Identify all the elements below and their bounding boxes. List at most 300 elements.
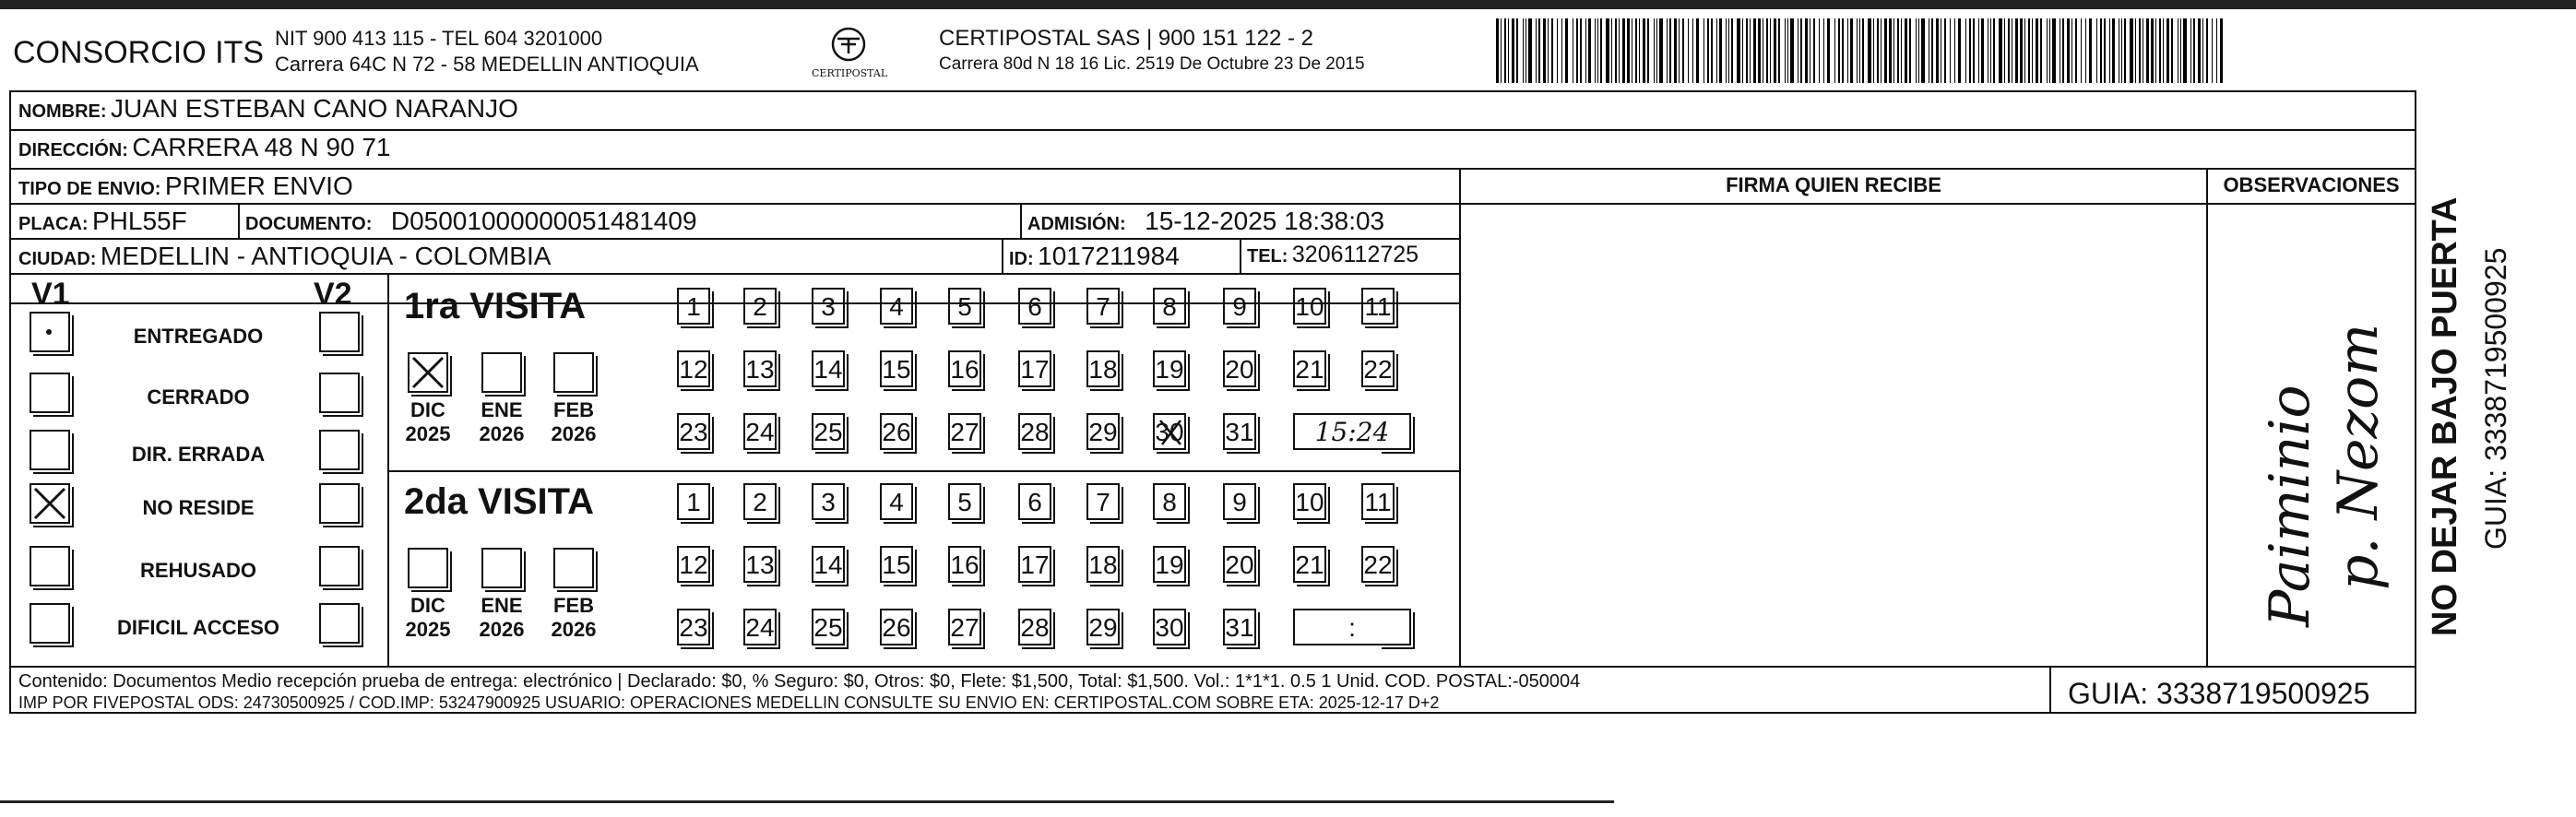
day-box[interactable]: 15 (880, 546, 913, 583)
barcode-bar (1585, 18, 1586, 83)
barcode-bar (1731, 18, 1733, 83)
carrier-nit-line: CERTIPOSTAL SAS | 900 151 122 - 2 (939, 26, 1313, 51)
barcode-bar (1516, 18, 1518, 83)
day-box[interactable]: 1 (677, 483, 710, 520)
carrier-address-line: Carrera 80d N 18 16 Lic. 2519 De Octubre 23 De 2015 (939, 54, 1365, 74)
day-box[interactable]: 27 (948, 609, 981, 645)
documento-field (245, 207, 697, 236)
x-mark-icon (31, 485, 68, 522)
month-caption (474, 398, 529, 446)
barcode-bar (1716, 18, 1717, 83)
barcode-bar (1969, 18, 1971, 83)
barcode-bar (1790, 18, 1794, 83)
barcode-bar (1978, 18, 1979, 83)
barcode-bar (1659, 18, 1663, 83)
barcode-bar (2004, 18, 2005, 83)
barcode-bar (2159, 18, 2161, 83)
status-label: DIFICIL ACCESO (116, 616, 279, 639)
v2-checkbox[interactable] (319, 312, 360, 352)
barcode-bar (1774, 18, 1776, 83)
barcode-bar (1889, 18, 1892, 83)
nombre-label: NOMBRE: (18, 101, 107, 122)
day-box[interactable]: 6 (1018, 483, 1051, 520)
day-box[interactable]: 22 (1361, 350, 1395, 387)
barcode-bar (1523, 18, 1524, 83)
firma-header: FIRMA QUIEN RECIBE (1726, 173, 1941, 196)
carrier-info (939, 26, 1365, 77)
v2-checkbox[interactable] (319, 373, 360, 413)
barcode-bar (2036, 18, 2038, 83)
barcode-bar (1639, 18, 1640, 83)
barcode-bar (2047, 18, 2048, 83)
placa-field (18, 207, 187, 236)
month-checkbox-dic[interactable] (408, 352, 448, 393)
day-box[interactable]: 20 (1223, 350, 1256, 387)
barcode-bar (1611, 18, 1612, 83)
barcode-bar (1703, 18, 1704, 83)
barcode-bar (2202, 18, 2203, 83)
barcode-bar (2166, 18, 2169, 83)
month-checkbox-dic[interactable] (408, 548, 448, 588)
v1-checkbox[interactable] (30, 430, 70, 470)
barcode-bar (1877, 18, 1879, 83)
barcode-bar (2124, 18, 2126, 83)
barcode-bar (1958, 18, 1961, 83)
day-box[interactable]: 15 (880, 350, 913, 387)
barcode-bar (2121, 18, 2122, 83)
day-box[interactable]: 11 (1361, 288, 1395, 325)
barcode-bar (1737, 18, 1740, 83)
barcode-bar (1981, 18, 1984, 83)
month-label: FEB (553, 594, 594, 617)
barcode-bar (1785, 18, 1786, 83)
barcode-bar (1688, 18, 1689, 83)
barcode-bar (2020, 18, 2023, 83)
placa-value: PHL55F (92, 207, 187, 235)
month-checkbox-feb[interactable] (553, 548, 594, 588)
barcode-bar (2085, 18, 2086, 83)
month-label: DIC (410, 398, 445, 421)
barcode-bar (1543, 18, 1546, 83)
barcode-bar (1819, 18, 1820, 83)
barcode-bar (2151, 18, 2154, 83)
day-box[interactable]: 29 (1086, 413, 1120, 450)
time-box[interactable]: : (1293, 609, 1411, 645)
day-box[interactable]: 24 (743, 609, 777, 645)
barcode-bar (1682, 18, 1684, 83)
barcode-bar (2216, 18, 2217, 83)
barcode-bar (1965, 18, 1966, 83)
barcode-bar (1901, 18, 1902, 83)
barcode-bar (1778, 18, 1780, 83)
barcode-bar (1595, 18, 1596, 83)
status-label: NO RESIDE (142, 496, 255, 519)
barcode-bar (1758, 18, 1761, 83)
day-box[interactable]: 4 (880, 483, 913, 520)
day-box[interactable]: 3 (812, 483, 845, 520)
barcode-bar (1627, 18, 1630, 83)
sender-name: CONSORCIO ITS (13, 35, 265, 70)
documento-value: D05001000000051481409 (390, 207, 697, 235)
barcode-bar (1692, 18, 1693, 83)
day-box[interactable]: 25 (812, 609, 845, 645)
observaciones-header: OBSERVACIONES (2223, 173, 2400, 196)
barcode-bar (2220, 18, 2223, 83)
month-label: DIC (410, 594, 445, 617)
footer-print-line: IMP POR FIVEPOSTAL ODS: 24730500925 / COD.IMP: 53247900925 USUARIO: OPERACIONES MEDELLIN CONSULTE SU ENVIO EN: CERTIPOSTAL.COM SOBRE ETA: 2025-12-17 D+2 (18, 693, 1440, 712)
barcode-bar (1834, 18, 1835, 83)
barcode-bar (1842, 18, 1844, 83)
v1-header: V1 (31, 277, 70, 312)
day-box[interactable]: 7 (1086, 483, 1120, 520)
barcode-bar (1654, 18, 1655, 83)
barcode-bar (2008, 18, 2010, 83)
day-box[interactable]: 29 (1086, 609, 1120, 645)
barcode-bar (1597, 18, 1598, 83)
barcode-bar (1884, 18, 1887, 83)
barcode-bar (1525, 18, 1526, 83)
day-box[interactable]: 17 (1018, 546, 1051, 583)
barcode-bar (1615, 18, 1617, 83)
barcode-bar (1656, 18, 1657, 83)
month-checkbox-ene[interactable] (481, 548, 522, 588)
barcode-bar (1868, 18, 1871, 83)
barcode-bar (1944, 18, 1946, 83)
barcode-bar (1847, 18, 1848, 83)
day-box[interactable]: 22 (1361, 546, 1395, 583)
side-guia-number: GUIA: 3338719500925 (2479, 247, 2512, 550)
barcode-bar (1787, 18, 1788, 83)
barcode-bar (1643, 18, 1645, 83)
year-label: 2025 (405, 618, 451, 641)
day-box[interactable]: 28 (1018, 413, 1051, 450)
barcode-bar (2198, 18, 2201, 83)
barcode-bar (2104, 18, 2106, 83)
barcode-bar (2183, 18, 2187, 83)
day-box[interactable]: 14 (812, 350, 845, 387)
tel-value: 3206112725 (1291, 242, 1419, 267)
barcode-bar (1800, 18, 1802, 83)
barcode-bar (1674, 18, 1677, 83)
observation-handwriting-1: Paiminio (2258, 385, 2322, 627)
no-dejar-bajo-puerta-notice: NO DEJAR BAJO PUERTA (2426, 196, 2464, 636)
barcode-bar (1635, 18, 1637, 83)
check-dot-icon (31, 314, 68, 350)
day-box[interactable]: 2 (743, 288, 777, 325)
barcode-bar (1859, 18, 1860, 83)
barcode-bar (1746, 18, 1748, 83)
barcode-bar (1580, 18, 1582, 83)
barcode-bar (1696, 18, 1699, 83)
barcode-bar (1954, 18, 1955, 83)
day-box[interactable]: 2 (743, 483, 777, 520)
barcode-bar (1619, 18, 1620, 83)
month-caption (400, 594, 456, 642)
barcode-bar (1838, 18, 1840, 83)
day-box[interactable]: 14 (812, 546, 845, 583)
day-box[interactable]: 11 (1361, 483, 1395, 520)
v1-checkbox[interactable] (30, 373, 70, 413)
ciudad-value: MEDELLIN - ANTIOQUIA - COLOMBIA (100, 242, 552, 270)
sender-address-line: Carrera 64C N 72 - 58 MEDELLIN ANTIOQUIA (275, 53, 699, 76)
day-box[interactable]: 21 (1293, 546, 1326, 583)
barcode-bar (1823, 18, 1824, 83)
observation-handwriting-2: p. Nezom (2326, 323, 2391, 590)
v2-checkbox[interactable] (319, 546, 360, 586)
year-label: 2026 (479, 618, 525, 641)
barcode-bar (1565, 18, 1568, 83)
ciudad-label: CIUDAD: (18, 249, 97, 269)
barcode-bar (1918, 18, 1919, 83)
v2-checkbox[interactable] (319, 483, 360, 524)
month-caption (546, 398, 601, 446)
v1-checkbox[interactable] (30, 546, 70, 586)
tipo-envio-value: PRIMER ENVIO (164, 172, 353, 200)
barcode-bar (1561, 18, 1562, 83)
day-box[interactable]: 5 (948, 483, 981, 520)
admision-value: 15-12-2025 18:38:03 (1145, 207, 1385, 235)
barcode-bar (2112, 18, 2115, 83)
day-box[interactable]: 6 (1018, 288, 1051, 325)
first-visit-title: 1ra VISITA (404, 286, 587, 326)
barcode-bar (1667, 18, 1668, 83)
status-label: ENTREGADO (133, 325, 264, 348)
tipo-envio-label: TIPO DE ENVIO: (18, 179, 161, 199)
day-box[interactable]: 16 (948, 546, 981, 583)
footer-content-line: Contenido: Documentos Medio recepción prueba de entrega: electrónico | Declarado: $0, % Seguro: $0, Otros: $0, Flete: $1,500, Total: $1,500. Vol.: 1*1*1. 0.5 1 Unid. COD. POSTAL:-050004 (18, 671, 1581, 692)
v1-checkbox[interactable] (30, 483, 70, 524)
day-box[interactable]: 25 (812, 413, 845, 450)
barcode-bar (1873, 18, 1874, 83)
day-box[interactable]: 26 (880, 609, 913, 645)
barcode-bar (1588, 18, 1591, 83)
day-box[interactable]: 12 (677, 546, 710, 583)
barcode-bar (1501, 18, 1502, 83)
day-box[interactable]: 31 (1223, 609, 1256, 645)
id-field (1009, 242, 1180, 271)
year-label: 2026 (551, 422, 597, 445)
barcode-bar (1881, 18, 1882, 83)
id-label: ID: (1009, 249, 1034, 269)
barcode-bar (2052, 18, 2056, 83)
barcode-bar (2040, 18, 2042, 83)
day-box[interactable]: 16 (948, 350, 981, 387)
ciudad-field (18, 242, 551, 271)
barcode-bar (1973, 18, 1975, 83)
day-box[interactable]: 27 (948, 413, 981, 450)
footer-guia: GUIA: 3338719500925 (2068, 677, 2370, 710)
day-box[interactable]: 19 (1153, 546, 1186, 583)
second-visit-title: 2da VISITA (404, 481, 594, 522)
barcode-bar (2062, 18, 2064, 83)
barcode-bar (1536, 18, 1537, 83)
year-label: 2026 (479, 422, 525, 445)
barcode-bar (1950, 18, 1951, 83)
tel-label: TEL: (1247, 246, 1288, 266)
barcode-bar (2032, 18, 2033, 83)
barcode-bar (2135, 18, 2136, 83)
barcode-bar (1576, 18, 1578, 83)
day-box[interactable]: 1 (677, 288, 710, 325)
day-box[interactable]: 13 (743, 546, 777, 583)
day-box[interactable]: 10 (1293, 288, 1326, 325)
barcode-bar (2081, 18, 2082, 83)
id-value: 1017211984 (1038, 242, 1180, 270)
barcode-bar (1753, 18, 1756, 83)
month-label: ENE (481, 398, 523, 421)
v2-checkbox[interactable] (319, 603, 360, 644)
month-checkbox-ene[interactable] (481, 352, 522, 393)
barcode-bar (2075, 18, 2077, 83)
day-box[interactable]: 8 (1153, 288, 1186, 325)
barcode-bar (2015, 18, 2018, 83)
barcode-bar (1897, 18, 1899, 83)
barcode-bar (2212, 18, 2213, 83)
barcode-bar (1538, 18, 1540, 83)
day-box[interactable]: 24 (743, 413, 777, 450)
barcode-bar (1742, 18, 1743, 83)
barcode-bar (1990, 18, 1991, 83)
day-box[interactable]: 20 (1223, 546, 1256, 583)
status-label: REHUSADO (140, 559, 256, 582)
barcode-bar (2024, 18, 2025, 83)
v1-checkbox[interactable] (30, 603, 70, 644)
barcode-bar (1893, 18, 1894, 83)
day-box[interactable]: 31 (1223, 413, 1256, 450)
month-checkbox-feb[interactable] (553, 352, 594, 393)
nombre-row (18, 94, 518, 124)
day-box[interactable]: 23 (677, 413, 710, 450)
v1-checkbox[interactable] (30, 312, 70, 352)
barcode-bar (2100, 18, 2102, 83)
barcode-bar (2089, 18, 2092, 83)
status-label: DIR. ERRADA (131, 443, 266, 466)
status-label: CERRADO (147, 385, 250, 408)
day-box[interactable]: 19 (1153, 350, 1186, 387)
bottom-rule (0, 800, 1614, 803)
barcode-bar (2139, 18, 2141, 83)
day-box[interactable]: 9 (1223, 288, 1256, 325)
direccion-row (18, 133, 390, 162)
barcode-bar (1504, 18, 1506, 83)
placa-label: PLACA: (18, 214, 89, 234)
tipo-envio-row (18, 172, 353, 201)
barcode-bar (1999, 18, 2002, 83)
day-box[interactable]: 23 (677, 609, 710, 645)
barcode-bar (1496, 18, 1499, 83)
barcode-bar (1857, 18, 1858, 83)
direccion-value: CARRERA 48 N 90 71 (132, 133, 391, 161)
top-border (0, 0, 2576, 9)
barcode-bar (1508, 18, 1509, 83)
barcode-bar (1622, 18, 1625, 83)
barcode-bar (1711, 18, 1713, 83)
time-box[interactable]: 15:24 (1293, 413, 1411, 450)
barcode-bar (1993, 18, 1995, 83)
barcode-bar (1827, 18, 1830, 83)
barcode-bar (1726, 18, 1727, 83)
barcode-bar (1770, 18, 1771, 83)
barcode-bar (1728, 18, 1729, 83)
day-box[interactable]: 4 (880, 288, 913, 325)
day-box[interactable]: 8 (1153, 483, 1186, 520)
day-box[interactable]: 7 (1086, 288, 1120, 325)
barcode-bar (1862, 18, 1864, 83)
barcode-bar (1750, 18, 1751, 83)
certipostal-logo (812, 26, 888, 90)
day-box[interactable]: 9 (1223, 483, 1256, 520)
barcode-bar (1905, 18, 1907, 83)
day-box[interactable]: 10 (1293, 483, 1326, 520)
barcode-bar (1600, 18, 1602, 83)
logo-icon (828, 26, 869, 63)
month-caption (400, 398, 456, 446)
barcode-bar (2130, 18, 2133, 83)
admision-field (1027, 207, 1384, 236)
barcode-bar (1936, 18, 1939, 83)
documento-label: DOCUMENTO: (245, 214, 373, 234)
day-box[interactable]: 18 (1086, 546, 1120, 583)
barcode-bar (1551, 18, 1553, 83)
barcode-bar (1548, 18, 1549, 83)
barcode-bar (1931, 18, 1933, 83)
barcode-bar (1850, 18, 1853, 83)
month-label: FEB (553, 398, 594, 421)
barcode-bar (2109, 18, 2110, 83)
logo-text: CERTIPOSTAL (812, 67, 888, 79)
delivery-form (9, 90, 2416, 714)
barcode-bar (2190, 18, 2191, 83)
strike-mark-icon (1153, 413, 1186, 450)
barcode-bar (1528, 18, 1532, 83)
day-box[interactable]: 18 (1086, 350, 1120, 387)
barcode-bar (1909, 18, 1911, 83)
barcode-bar (1766, 18, 1768, 83)
tel-field (1247, 242, 1419, 268)
year-label: 2026 (551, 618, 597, 641)
day-box[interactable]: 17 (1018, 350, 1051, 387)
tracking-barcode (1496, 18, 2234, 83)
barcode-bar (2096, 18, 2097, 83)
day-box[interactable]: 3 (812, 288, 845, 325)
day-box[interactable]: 13 (743, 350, 777, 387)
barcode-bar (2155, 18, 2156, 83)
day-box[interactable]: 30 (1153, 413, 1186, 450)
day-box[interactable]: 12 (677, 350, 710, 387)
barcode-bar (1647, 18, 1649, 83)
month-caption (474, 594, 529, 642)
barcode-bar (2028, 18, 2030, 83)
v2-checkbox[interactable] (319, 430, 360, 470)
barcode-bar (2193, 18, 2195, 83)
day-box[interactable]: 26 (880, 413, 913, 450)
day-box[interactable]: 28 (1018, 609, 1051, 645)
month-label: ENE (481, 594, 523, 617)
direccion-label: DIRECCIÓN: (18, 140, 128, 160)
sender-info (275, 26, 699, 77)
barcode-bar (2171, 18, 2173, 83)
barcode-bar (2067, 18, 2070, 83)
barcode-bar (1606, 18, 1609, 83)
x-mark-icon (410, 354, 446, 391)
barcode-bar (1921, 18, 1925, 83)
day-box[interactable]: 21 (1293, 350, 1326, 387)
day-box[interactable]: 30 (1153, 609, 1186, 645)
barcode-bar (1669, 18, 1671, 83)
admision-label: ADMISIÓN: (1027, 214, 1126, 234)
barcode-bar (1557, 18, 1558, 83)
day-box[interactable]: 5 (948, 288, 981, 325)
